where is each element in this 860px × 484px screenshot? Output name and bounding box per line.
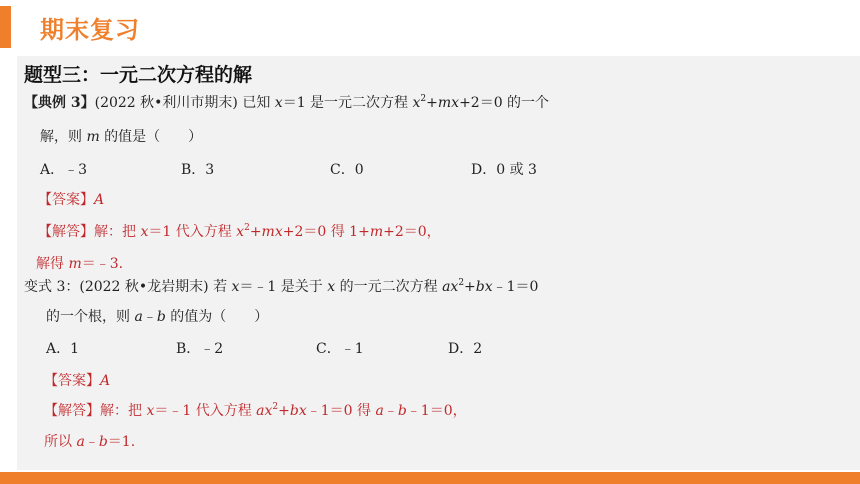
header-accent-bar [0, 6, 11, 48]
variant-option-b: B．﹣2 [176, 341, 224, 357]
variant-question-line-2: 的一个根，则 a﹣b 的值为（ ） [46, 309, 269, 325]
page-title: 期末复习 [40, 16, 140, 44]
variant-question-line-1: 变式 3：(2022 秋•龙岩期末) 若 x＝﹣1 是关于 x 的一元二次方程 $ax^2+bx﹣1=0$ [24, 278, 539, 295]
footer-accent-bar [0, 472, 860, 484]
variant-solution-line-1: 【解答】解：把 x＝﹣1 代入方程 $ax^2+bx﹣1=0$ 得 a﹣b﹣1＝0， [44, 402, 467, 419]
answer-value: A [100, 373, 111, 389]
example-solution-line-1: 【解答】解：把 x＝1 代入方程 $x^2+mx+2=0$ 得 1+m+2＝0， [38, 223, 441, 240]
header [0, 0, 860, 56]
variant-answer [44, 372, 110, 390]
example-question-line-2: 解，则 m 的值是（ ） [40, 129, 203, 145]
answer-value: A [94, 192, 105, 208]
variant-option-a: A．1 [46, 341, 80, 357]
variant-option-c: C．﹣1 [316, 341, 364, 357]
variant-option-d: D．2 [448, 341, 483, 357]
example-answer [38, 191, 104, 209]
example-option-b: B．3 [181, 162, 215, 178]
example-solution-line-2: 解得 m＝﹣3. [36, 256, 124, 272]
variant-solution-line-2: 所以 a﹣b＝1. [44, 434, 136, 450]
topic-title: 题型三：一元二次方程的解 [24, 64, 253, 86]
example-question-line-1: 【典例 3】(2022 秋•利川市期末) 已知 x＝1 是一元二次方程 $x^2+mx+2=0$ 的一个 [24, 94, 550, 111]
answer-label: 【答案】 [44, 373, 100, 389]
example-option-d: D．0 或 3 [471, 162, 537, 178]
answer-label: 【答案】 [38, 192, 94, 208]
example-tag: 【典例 3】 [24, 95, 95, 111]
example-option-a: A．﹣3 [40, 162, 88, 178]
example-option-c: C．0 [330, 162, 364, 178]
